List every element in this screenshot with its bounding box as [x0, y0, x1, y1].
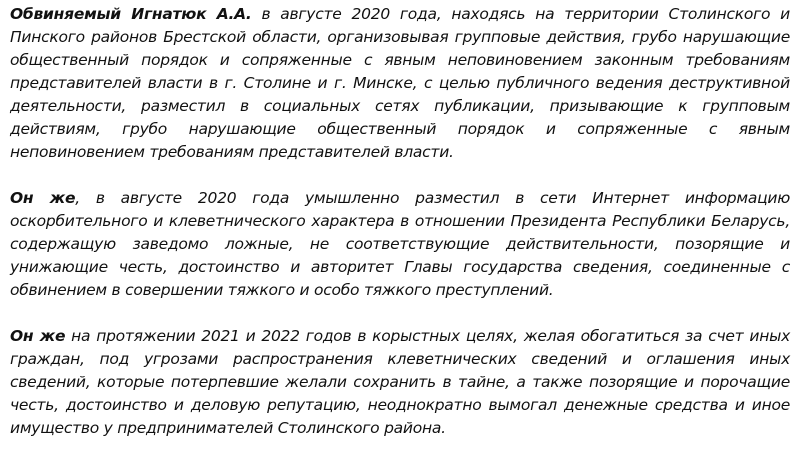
- paragraph-lead: Обвиняемый Игнатюк А.А.: [10, 5, 252, 23]
- paragraph-lead: Он же: [10, 327, 66, 345]
- paragraph-text: в августе 2020 года, находясь на территории Столинского и Пинского районов Брестской области, организовывая групповые действия, грубо нарушающие общественный порядок и сопряженные с явным неповиновением законным требованиям представителей власти в г. Столине и г. Минске, с целью публичного ведения деструктивной деятельности, разместил в социальных сетях публикации, призывающие к групповым действиям, грубо нарушающие общественный порядок и сопряженные с явным неповиновением требованиям представителей власти.: [10, 5, 790, 161]
- paragraph-text: , в августе 2020 года умышленно разместил в сети Интернет информацию оскорбительного и клеветнического характера в отношении Президента Республики Беларусь, содержащую заведомо ложные, не соответствующие действительности, позорящие и унижающие честь, достоинство и авторитет Главы государства сведения, соединенные с обвинением в совершении тяжкого и особо тяжкого преступлений.: [10, 189, 790, 299]
- paragraph-text: на протяжении 2021 и 2022 годов в корыстных целях, желая обогатиться за счет иных граждан, под угрозами распространения клеветнических сведений и оглашения иных сведений, которые потерпевшие желали сохранить в тайне, а также позорящие и порочащие честь, достоинство и деловую репутацию, неоднократно вымогал денежные средства и иное имущество у предпринимателей Столинского района.: [10, 327, 791, 437]
- paragraph-lead: Он же: [10, 189, 76, 207]
- document-body: [10, 3, 790, 463]
- paragraph-charge-3: [10, 325, 790, 440]
- paragraph-charge-2: [10, 187, 790, 302]
- paragraph-charge-1: [10, 3, 790, 164]
